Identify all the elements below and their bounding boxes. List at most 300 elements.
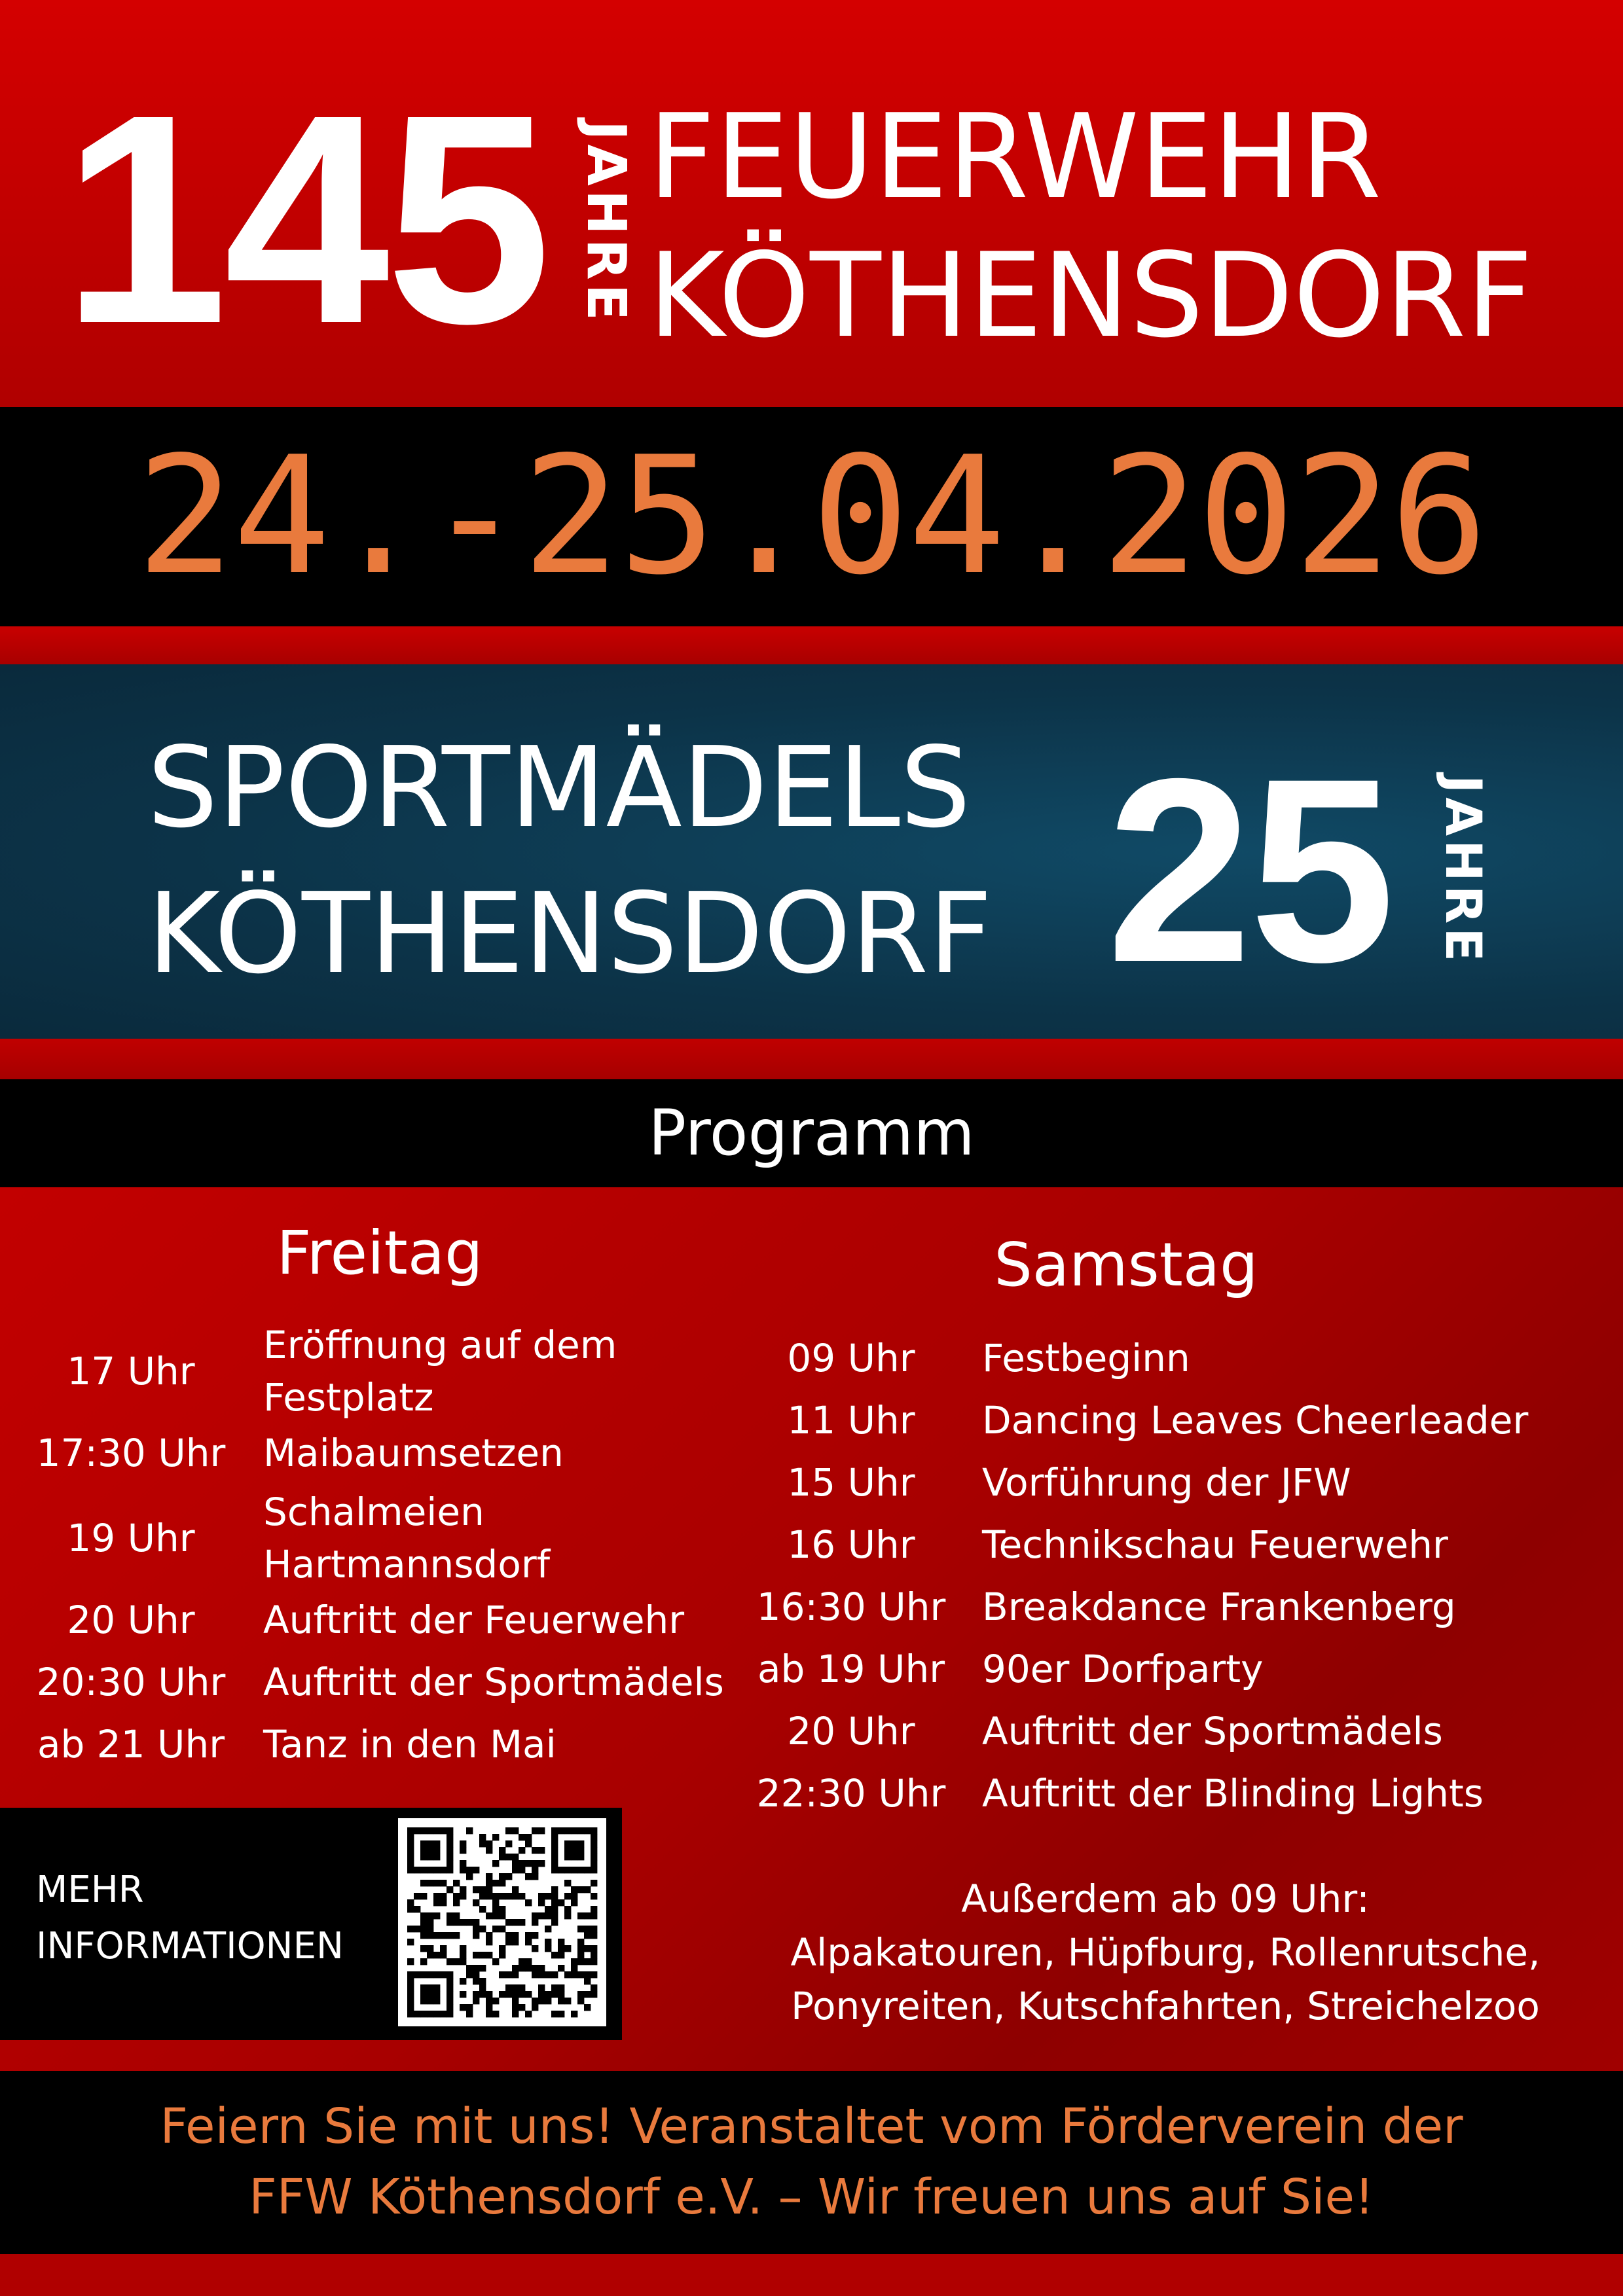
qr-module [486, 1932, 492, 1939]
qr-module [479, 1906, 486, 1912]
qr-module [407, 1840, 414, 1847]
event-date: 24.-25.04.2026 [136, 422, 1487, 611]
qr-module [558, 2011, 564, 2017]
qr-module [499, 1854, 505, 1860]
qr-module [571, 1965, 577, 1971]
qr-module [453, 1880, 460, 1886]
qr-module [433, 1880, 440, 1886]
qr-module [447, 1867, 453, 1873]
additional-attractions-line3: Ponyreiten, Kutschfahrten, Streichelzoo [791, 1984, 1540, 2028]
qr-module [433, 1847, 440, 1854]
qr-module [420, 1867, 427, 1873]
qr-module [499, 1906, 505, 1912]
qr-module [571, 1847, 577, 1854]
qr-module [538, 1965, 545, 1971]
qr-module [525, 1860, 532, 1867]
qr-module [447, 1860, 453, 1867]
qr-module [492, 2011, 499, 2017]
qr-module [545, 1906, 551, 1912]
qr-module [407, 1939, 414, 1945]
qr-module [577, 1854, 584, 1860]
qr-module [571, 1854, 577, 1860]
qr-module [505, 1991, 512, 1998]
qr-module [460, 1945, 466, 1952]
qr-module [447, 1827, 453, 1834]
qr-module [414, 2011, 420, 2017]
saturday-event-time: 20 Uhr [787, 1709, 915, 1753]
qr-module [420, 1840, 427, 1847]
qr-module [492, 1958, 499, 1965]
qr-module [407, 1860, 414, 1867]
qr-module [545, 1893, 551, 1899]
qr-module [564, 1971, 571, 1978]
qr-module [447, 1840, 453, 1847]
qr-module [564, 1912, 571, 1919]
qr-module [433, 1840, 440, 1847]
qr-module [532, 1827, 538, 1834]
qr-module [584, 1991, 591, 1998]
qr-module [433, 1899, 440, 1906]
qr-module [545, 1926, 551, 1932]
qr-module [591, 1847, 597, 1854]
qr-module [591, 1912, 597, 1919]
qr-module [473, 1926, 479, 1932]
qr-module [420, 1945, 427, 1952]
qr-module [577, 1958, 584, 1965]
qr-module [571, 2011, 577, 2017]
qr-module [447, 1886, 453, 1893]
qr-module [551, 1827, 558, 1834]
qr-module [538, 1827, 545, 1834]
qr-module [427, 1971, 433, 1978]
qr-module [460, 1840, 466, 1847]
qr-module [479, 1893, 486, 1899]
qr-module [591, 1880, 597, 1886]
qr-module [447, 1919, 453, 1926]
saturday-event-title: Auftritt der Blinding Lights [982, 1771, 1484, 1816]
qr-module [479, 1926, 486, 1932]
qr-module [545, 1945, 551, 1952]
qr-module [427, 1840, 433, 1847]
qr-module [519, 1834, 525, 1840]
qr-module [407, 1854, 414, 1860]
qr-module [440, 1899, 447, 1906]
qr-module [473, 1932, 479, 1939]
qr-module [407, 1867, 414, 1873]
qr-module [505, 1971, 512, 1978]
qr-module [420, 1827, 427, 1834]
qr-module [433, 1998, 440, 2004]
qr-module [584, 1867, 591, 1873]
qr-module [453, 1912, 460, 1919]
qr-module [512, 1984, 519, 1991]
qr-module [407, 2011, 414, 2017]
qr-module [420, 1919, 427, 1926]
qr-module [440, 1971, 447, 1978]
qr-module [538, 1991, 545, 1998]
qr-module [427, 1867, 433, 1873]
qr-module [447, 1991, 453, 1998]
qr-module [414, 1867, 420, 1873]
saturday-event-time: 22:30 Uhr [756, 1771, 946, 1816]
qr-module [420, 1880, 427, 1886]
qr-module [525, 1840, 532, 1847]
qr-module [532, 1873, 538, 1880]
qr-module [519, 1860, 525, 1867]
qr-module [407, 1827, 414, 1834]
qr-module [453, 1919, 460, 1926]
qr-module [427, 1952, 433, 1958]
qr-module [433, 1827, 440, 1834]
qr-module [519, 1965, 525, 1971]
qr-module [564, 1854, 571, 1860]
qr-module [407, 1834, 414, 1840]
qr-module [538, 1893, 545, 1899]
friday-event-time: 17 Uhr [67, 1349, 195, 1393]
qr-module [519, 1991, 525, 1998]
qr-module [492, 1906, 499, 1912]
qr-module [558, 1945, 564, 1952]
qr-module [577, 1945, 584, 1952]
qr-module [584, 1886, 591, 1893]
qr-module [532, 1965, 538, 1971]
qr-module [577, 1991, 584, 1998]
qr-module [584, 1971, 591, 1978]
qr-module [571, 1867, 577, 1873]
footer-line1: Feiern Sie mit uns! Veranstaltet vom Förderverein der [160, 2098, 1463, 2155]
qr-module [525, 1965, 532, 1971]
qr-module [414, 1893, 420, 1899]
qr-module [427, 1926, 433, 1932]
qr-module [499, 1971, 505, 1978]
qr-module [577, 1886, 584, 1893]
qr-module [492, 1899, 499, 1906]
qr-module [558, 1998, 564, 2004]
qr-module [525, 2011, 532, 2017]
qr-module [505, 1873, 512, 1880]
qr-module [407, 1926, 414, 1932]
qr-module [551, 1847, 558, 1854]
qr-module [512, 1971, 519, 1978]
saturday-event-time: 16 Uhr [787, 1522, 915, 1567]
qr-module [447, 1998, 453, 2004]
qr-module [479, 1984, 486, 1991]
qr-module [512, 1932, 519, 1939]
qr-module [479, 1952, 486, 1958]
qr-module [558, 1939, 564, 1945]
program-title: Programm [648, 1096, 975, 1170]
qr-module [564, 1880, 571, 1886]
qr-module [466, 1919, 473, 1926]
qr-module [551, 1984, 558, 1991]
qr-module [545, 1939, 551, 1945]
qr-module [519, 1847, 525, 1854]
saturday-event-time: 16:30 Uhr [756, 1585, 946, 1629]
qr-module [486, 1847, 492, 1854]
qr-module [473, 1978, 479, 1984]
qr-module [479, 1886, 486, 1893]
qr-module [591, 1971, 597, 1978]
qr-module [479, 1834, 486, 1840]
qr-module [407, 1958, 414, 1965]
qr-module [564, 1847, 571, 1854]
qr-module [505, 1932, 512, 1939]
qr-module [584, 1978, 591, 1984]
anniversary-number-fire-brigade: 145 [62, 53, 548, 386]
qr-module [427, 1919, 433, 1926]
qr-module [591, 1827, 597, 1834]
qr-module [447, 1847, 453, 1854]
qr-module [440, 2011, 447, 2017]
qr-module [466, 1971, 473, 1978]
qr-module [460, 1991, 466, 1998]
qr-module [571, 1886, 577, 1893]
qr-module [577, 1939, 584, 1945]
additional-attractions-line1: Außerdem ab 09 Uhr: [961, 1876, 1370, 1921]
additional-attractions-line2: Alpakatouren, Hüpfburg, Rollenrutsche, [790, 1930, 1541, 1975]
qr-module [420, 1926, 427, 1932]
qr-module [519, 1893, 525, 1899]
friday-event-title: Maibaumsetzen [263, 1431, 564, 1475]
qr-module [532, 2004, 538, 2011]
qr-module [591, 1991, 597, 1998]
qr-module [473, 1919, 479, 1926]
qr-module [558, 1952, 564, 1958]
qr-module [407, 1906, 414, 1912]
qr-module [427, 2011, 433, 2017]
qr-module [571, 1893, 577, 1899]
qr-module [499, 1926, 505, 1932]
qr-module [440, 1932, 447, 1939]
qr-module [532, 1912, 538, 1919]
years-label-vertical: JAHRE [575, 120, 637, 325]
qr-module [551, 2011, 558, 2017]
qr-module [591, 1952, 597, 1958]
qr-module [473, 1867, 479, 1873]
qr-module [440, 1880, 447, 1886]
qr-module [512, 1919, 519, 1926]
qr-module [433, 1984, 440, 1991]
qr-module [512, 2011, 519, 2017]
qr-module [551, 1854, 558, 1860]
qr-module [584, 1932, 591, 1939]
qr-module [577, 1912, 584, 1919]
qr-module [433, 1912, 440, 1919]
footer-line2: FFW Köthensdorf e.V. – Wir freuen uns auf Sie! [249, 2169, 1374, 2225]
qr-module [466, 2011, 473, 2017]
qr-module [584, 1827, 591, 1834]
qr-module [505, 1919, 512, 1926]
qr-code-graphic [398, 1818, 606, 2026]
qr-module [505, 1854, 512, 1860]
additional-attractions [733, 1872, 1597, 2042]
qr-module [525, 1834, 532, 1840]
qr-module [420, 1998, 427, 2004]
qr-module [545, 1991, 551, 1998]
qr-module [433, 1932, 440, 1939]
qr-module [551, 1867, 558, 1873]
qr-module [486, 2011, 492, 2017]
qr-module [420, 1958, 427, 1965]
qr-module [591, 1893, 597, 1899]
saturday-event-title: Festbeginn [982, 1336, 1190, 1380]
qr-module [414, 1906, 420, 1912]
qr-module [525, 1958, 532, 1965]
qr-module [591, 1984, 597, 1991]
qr-module [414, 1926, 420, 1932]
qr-module [577, 1926, 584, 1932]
qr-module [492, 1893, 499, 1899]
years-label-vertical-sportmaedels: JAHRE [1434, 775, 1493, 966]
qr-module [486, 1939, 492, 1945]
qr-module [551, 1912, 558, 1919]
qr-module [447, 1971, 453, 1978]
qr-module [427, 1998, 433, 2004]
qr-module [427, 1991, 433, 1998]
qr-module [486, 1886, 492, 1893]
qr-module [538, 1899, 545, 1906]
qr-module [473, 1952, 479, 1958]
qr-module [538, 1971, 545, 1978]
qr-module [407, 1847, 414, 1854]
qr-module [591, 1958, 597, 1965]
qr-module [532, 1860, 538, 1867]
qr-module [532, 1847, 538, 1854]
friday-event-time: 19 Uhr [67, 1516, 195, 1560]
qr-module [571, 1971, 577, 1978]
saturday-event-title: 90er Dorfparty [982, 1647, 1264, 1691]
qr-module [479, 1991, 486, 1998]
qr-module [407, 1971, 414, 1978]
friday-event-time: 17:30 Uhr [36, 1431, 226, 1475]
qr-module [440, 1945, 447, 1952]
qr-module [512, 1854, 519, 1860]
qr-module [447, 1978, 453, 1984]
qr-module [551, 1886, 558, 1893]
qr-module [479, 1978, 486, 1984]
qr-module [512, 1886, 519, 1893]
qr-module [519, 2004, 525, 2011]
friday-event-title: Hartmannsdorf [263, 1542, 551, 1587]
qr-module [519, 1867, 525, 1873]
qr-module [571, 1899, 577, 1906]
qr-module [577, 1827, 584, 1834]
qr-module [538, 1912, 545, 1919]
qr-module [447, 1834, 453, 1840]
qr-module [545, 1912, 551, 1919]
qr-module [591, 1932, 597, 1939]
header-title-line1: FEUERWEHR [648, 89, 1382, 224]
qr-module [577, 1867, 584, 1873]
saturday-event-title: Technikschau Feuerwehr [982, 1522, 1448, 1567]
qr-module [512, 2004, 519, 2011]
qr-module [433, 1952, 440, 1958]
qr-module [584, 1912, 591, 1919]
qr-module [414, 1827, 420, 1834]
qr-module [499, 1952, 505, 1958]
qr-module [440, 1893, 447, 1899]
qr-module [433, 1991, 440, 1998]
more-info-label [36, 1862, 390, 1980]
qr-module [447, 1932, 453, 1939]
qr-module [453, 1899, 460, 1906]
friday-event-title: Tanz in den Mai [263, 1722, 556, 1767]
qr-module [505, 1939, 512, 1945]
qr-module [532, 1919, 538, 1926]
qr-module [591, 1926, 597, 1932]
qr-module [440, 1952, 447, 1958]
qr-module [420, 1991, 427, 1998]
qr-module [433, 2011, 440, 2017]
qr-module [420, 1854, 427, 1860]
qr-module [591, 1867, 597, 1873]
saturday-event-title: Dancing Leaves Cheerleader [982, 1398, 1529, 1443]
qr-module [499, 1893, 505, 1899]
qr-module [473, 1971, 479, 1978]
qr-module [538, 1984, 545, 1991]
qr-module [433, 1867, 440, 1873]
qr-module [420, 2011, 427, 2017]
qr-module [447, 1958, 453, 1965]
qr-module [407, 2004, 414, 2011]
qr-module [427, 1932, 433, 1939]
qr-module [427, 1912, 433, 1919]
qr-module [414, 1971, 420, 1978]
qr-module [420, 1847, 427, 1854]
saturday-event-title: Vorführung der JFW [982, 1460, 1351, 1505]
qr-module [512, 1827, 519, 1834]
qr-module [519, 1958, 525, 1965]
qr-module [512, 1965, 519, 1971]
qr-module [447, 2011, 453, 2017]
qr-module [492, 1860, 499, 1867]
qr-module [551, 1834, 558, 1840]
saturday-event-time: ab 19 Uhr [757, 1647, 945, 1691]
qr-module [538, 1860, 545, 1867]
qr-code-icon[interactable] [398, 1818, 606, 2026]
qr-module [447, 2004, 453, 2011]
qr-module [558, 1867, 564, 1873]
qr-module [538, 1847, 545, 1854]
qr-module [545, 1971, 551, 1978]
qr-module [460, 2004, 466, 2011]
qr-module [492, 1834, 499, 1840]
qr-module [420, 1912, 427, 1919]
qr-module [420, 1971, 427, 1978]
qr-module [558, 1827, 564, 1834]
qr-module [486, 1912, 492, 1919]
saturday-heading: Samstag [994, 1230, 1258, 1300]
qr-module [577, 1971, 584, 1978]
qr-module [545, 1998, 551, 2004]
qr-module [532, 1945, 538, 1952]
qr-module [433, 1893, 440, 1899]
qr-module [479, 1965, 486, 1971]
qr-module [591, 1834, 597, 1840]
more-info-label-line2: INFORMATIONEN [36, 1925, 344, 1967]
qr-module [473, 1899, 479, 1906]
qr-module [407, 1998, 414, 2004]
qr-module [427, 1854, 433, 1860]
qr-module [564, 1827, 571, 1834]
qr-module [427, 1984, 433, 1991]
qr-module [577, 1952, 584, 1958]
qr-module [433, 1971, 440, 1978]
qr-module [466, 1965, 473, 1971]
qr-module [499, 1847, 505, 1854]
qr-module [525, 1939, 532, 1945]
qr-module [558, 1991, 564, 1998]
